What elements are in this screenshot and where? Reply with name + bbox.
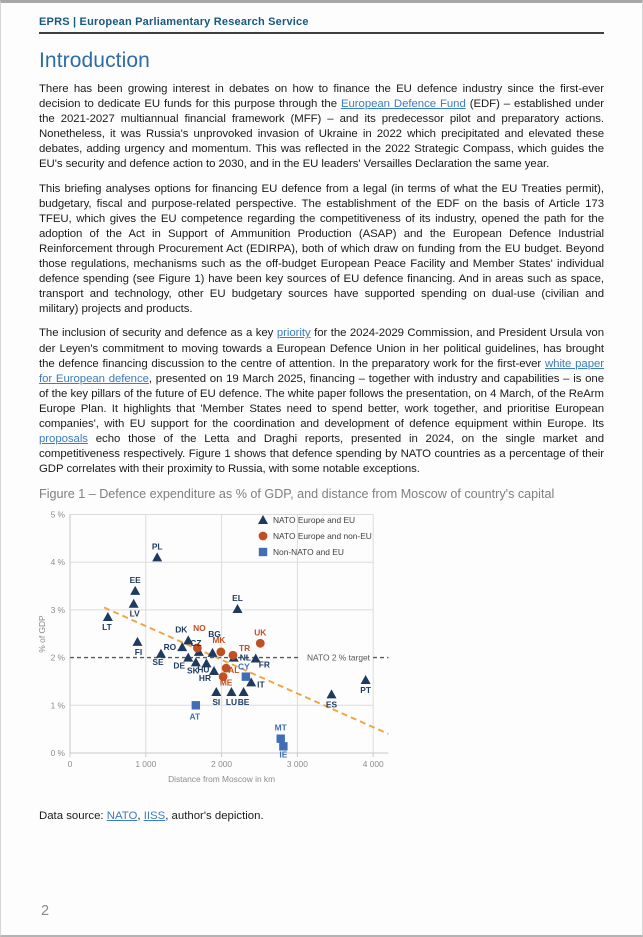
data-source-line	[39, 810, 604, 822]
x-tick-label: 2 000	[211, 759, 233, 770]
data-point-LT	[103, 612, 113, 621]
point-label-AL: AL	[228, 665, 240, 676]
point-label-HU: HU	[197, 664, 210, 675]
point-label-SI: SI	[212, 697, 221, 708]
text-run: This briefing analyses options for financing EU defence from a legal (in terms of what the EU Treaties permit), budgetary, fiscal and purpose-related perspective. The establishment of the EDF on the basis of Article 173 TFEU, which gives the EU competence regarding the competitiveness of its industry, opened the path for the adoption of the Act in Support of Ammunition Production (ASAP) and the European Defence Industrial Reinforcement through Procurement Act (EDIRPA), both of which draw on funding from the EU budget. Beyond those regulations, mechanisms such as the off-budget European Peace Facility and Member States' individual defence spending (see Figure 1) have been key sources of EU defence financing. And in areas such as space, transport and technology, other EU budgetary sources have supported spending on dual-use (civilian and military) projects and products.	[39, 182, 604, 316]
point-label-EE: EE	[129, 575, 141, 586]
data-point-CY	[242, 673, 250, 681]
paragraph-2	[39, 182, 604, 318]
x-tick-label: 1 000	[135, 759, 157, 770]
inline-link[interactable]: priority	[276, 327, 311, 340]
data-point-LV	[129, 599, 139, 608]
paragraph-3	[39, 326, 604, 477]
data-point-BE	[239, 687, 249, 696]
point-label-IT: IT	[257, 679, 265, 690]
point-label-RO: RO	[163, 642, 177, 653]
data-point-MK	[216, 648, 225, 657]
point-label-CY: CY	[238, 662, 250, 673]
x-axis-title: Distance from Moscow in km	[168, 774, 276, 785]
data-point-MT	[277, 735, 285, 743]
paragraph-1	[39, 82, 604, 173]
text-run: for the 2024-2029 Commission, and President Ursula von der Leyen's commitment to moving towards a European Defence Union in her political guidelines, has brought the defence financing discussion to the centre of attention. In the preparatory work for the first-ever	[39, 327, 604, 370]
point-label-IE: IE	[279, 749, 288, 760]
inline-link[interactable]: European Defence Fund	[340, 98, 466, 111]
point-label-HR: HR	[198, 673, 212, 684]
point-label-BE: BE	[237, 697, 250, 708]
inline-link[interactable]: white paper for European defence	[39, 357, 605, 385]
text-run: echo those of the Letta and Draghi reports, presented in 2024, on the single market and competitiveness respectively. Figure 1 shows that defence spending by NATO countries as a percentage of their GDP correlates with their proximity to Russia, with some notable exceptions.	[39, 433, 604, 476]
point-label-DK: DK	[175, 624, 188, 635]
x-tick-label: 3 000	[286, 759, 308, 770]
data-point-EL	[233, 604, 243, 613]
y-tick-label: 5 %	[50, 509, 65, 520]
legend-marker-circle	[259, 532, 268, 541]
point-label-AT: AT	[189, 711, 201, 722]
point-label-SK: SK	[187, 665, 199, 676]
text-run: , presented on 19 March 2025, financing – together with industry and capabilities – is one of the key pillars of the future of EU defence. The white paper follows the presentation, on 4 March, of the ReArm Europe Plan. It highlights that 'Member States need to spend better, work together, and prioritise European companies', with EU support for the coordination and development of defence equipment within Europe. Its	[39, 372, 604, 430]
data-point-BG	[208, 648, 218, 657]
point-label-MK: MK	[212, 635, 226, 646]
y-axis-title: % of GDP	[37, 615, 47, 653]
legend-label: Non-NATO and EU	[273, 547, 344, 558]
header-title: EPRS | European Parliamentary Research Service	[39, 16, 309, 28]
data-point-AT	[192, 701, 200, 709]
data-point-PT	[361, 675, 371, 684]
inline-link[interactable]: proposals	[39, 433, 88, 446]
point-label-ES: ES	[325, 699, 338, 710]
x-tick-label: 0	[67, 759, 73, 770]
legend-label: NATO Europe and non-EU	[273, 531, 372, 542]
point-label-BG: BG	[208, 629, 221, 640]
point-label-TR: TR	[238, 643, 251, 654]
scatter-plot	[37, 505, 429, 797]
data-point-SI	[211, 687, 221, 696]
data-point-LU	[226, 687, 236, 696]
x-tick-label: 4 000	[362, 759, 384, 770]
point-label-LT: LT	[102, 622, 112, 633]
y-tick-label: 3 %	[50, 605, 65, 616]
section-title: Introduction	[39, 49, 150, 72]
text-run: , author's depiction.	[165, 810, 264, 823]
figure-1-chart	[37, 505, 604, 802]
point-label-NO: NO	[193, 623, 206, 634]
point-label-CZ: CZ	[190, 638, 202, 649]
point-label-FI: FI	[134, 647, 143, 658]
figure-caption: Figure 1 – Defence expenditure as % of GDP, and distance from Moscow of country's capital	[39, 487, 555, 502]
nato-target-label: NATO 2 % target	[307, 652, 370, 663]
point-label-NL: NL	[239, 652, 251, 663]
inline-link[interactable]: IISS	[143, 810, 166, 823]
text-run: The inclusion of security and defence as a key	[39, 327, 277, 340]
point-label-ME: ME	[219, 678, 233, 689]
point-label-DE: DE	[173, 660, 186, 671]
point-label-UK: UK	[254, 627, 267, 638]
data-point-ES	[327, 690, 337, 699]
point-label-LU: LU	[225, 697, 238, 708]
y-tick-label: 2 %	[50, 652, 65, 663]
point-label-PL: PL	[151, 541, 163, 552]
data-point-FI	[132, 637, 142, 646]
legend-marker-triangle	[258, 515, 268, 524]
point-label-FR: FR	[258, 659, 270, 670]
legend-marker-square	[259, 548, 267, 556]
text-run: ,	[137, 810, 144, 823]
legend-label: NATO Europe and EU	[273, 515, 356, 526]
y-tick-label: 0 %	[50, 748, 65, 759]
point-label-EL: EL	[232, 593, 243, 604]
text-run: There has been growing interest in debates on how to finance the EU defence industry since the first-ever decision to dedicate EU funds for this purpose through the	[39, 83, 604, 111]
data-point-PL	[152, 553, 162, 562]
data-point-EE	[130, 586, 140, 595]
y-tick-label: 4 %	[50, 557, 65, 568]
data-point-TR	[229, 651, 238, 660]
point-label-MT: MT	[274, 723, 287, 734]
text-run: Data source:	[39, 810, 107, 823]
inline-link[interactable]: NATO	[106, 810, 138, 823]
page-number: 2	[41, 903, 50, 919]
point-label-LV: LV	[129, 609, 140, 620]
point-label-SE: SE	[152, 657, 164, 668]
point-label-PT: PT	[360, 685, 371, 696]
y-tick-label: 1 %	[50, 700, 65, 711]
page-header	[39, 13, 604, 34]
text-run: (EDF) – established under the 2021-2027 multiannual financial framework (MFF) – and its predecessor pilot and preparatory actions. Nonetheless, it was Russia's unprovoked invasion of Ukraine in 2022 which precipitated and elevated these debates, adding urgency and momentum. This was reflected in the 2022 Strategic Compass, which guides the EU's security and defence action to 2030, and in the EU leaders' Versailles Declaration the same year.	[39, 98, 604, 171]
data-point-UK	[256, 639, 265, 648]
header-rule	[39, 32, 604, 34]
